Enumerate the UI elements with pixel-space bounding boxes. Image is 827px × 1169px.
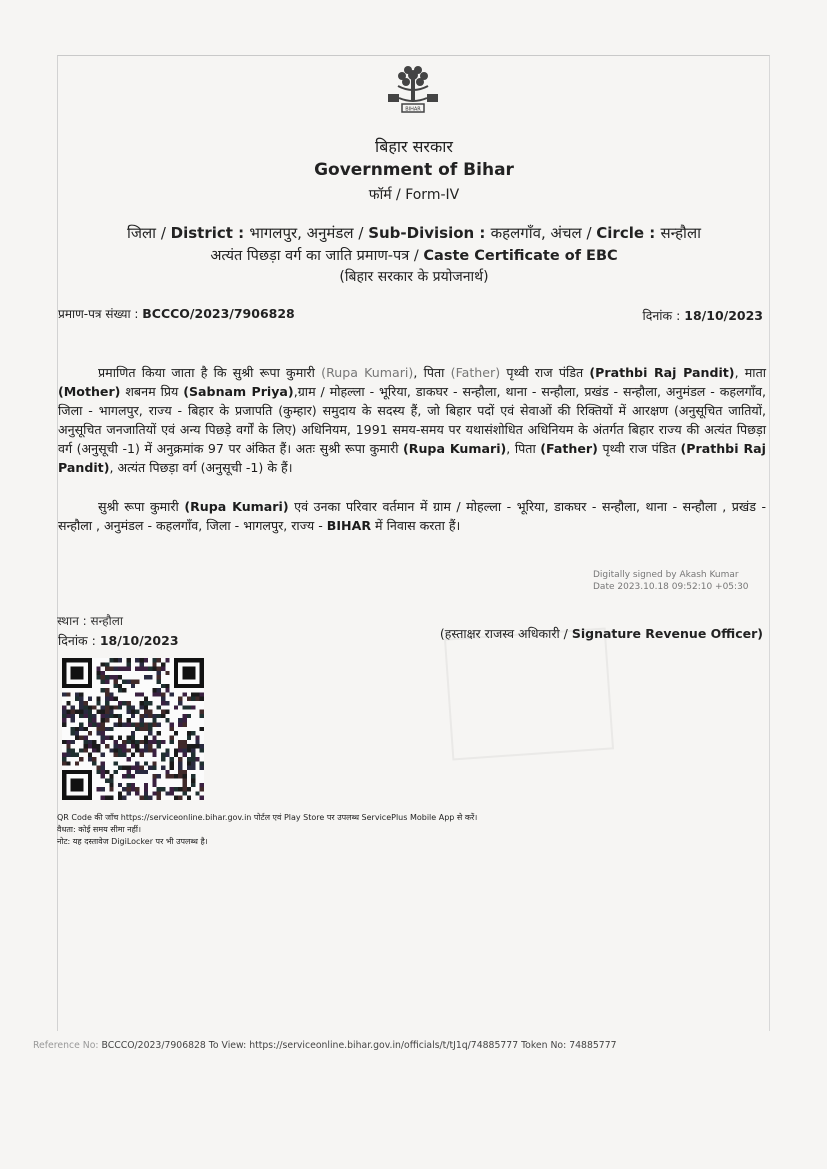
form-label-text: फॉर्म / Form-IV [368, 187, 460, 203]
p1-father-name: (Prathbi Raj Pandit) [58, 441, 766, 475]
issue-place-label: स्थान : [57, 614, 91, 628]
certificate-number-value: BCCCO/2023/7906828 [142, 306, 295, 321]
p1-father-label: (Father) [450, 365, 501, 380]
govt-english-heading: Government of Bihar [314, 160, 514, 180]
signature-caption-hindi: (हस्ताक्षर राजस्व अधिकारी / [439, 626, 572, 641]
subdivision-value: कहलगाँव, अंचल / [490, 224, 597, 242]
digital-signature-signer: Digitally signed by Akash Kumar [593, 570, 739, 580]
bihar-emblem-logo [384, 60, 442, 118]
issue-date-label: दिनांक : [58, 633, 100, 648]
digital-signature-date: Date 2023.10.18 09:52:10 +05:30 [593, 582, 749, 592]
p1-mother-label: (Mother) [58, 384, 121, 399]
footer-reference [33, 1040, 617, 1051]
signature-caption [440, 625, 763, 642]
footer-reference-text: BCCCO/2023/7906828 To View: https://serviceonline.bihar.gov.in/officials/t/tJ1q/74885777 Token No: 74885777 [101, 1040, 617, 1051]
p1-name-en: (Rupa Kumari) [403, 441, 507, 456]
qr-note-digilocker: नोट: यह दस्तावेज DigiLocker पर भी उपलब्ध है। [57, 837, 208, 846]
district-line [60, 223, 768, 243]
certificate-date-label: दिनांक : [642, 308, 685, 323]
p2-state: BIHAR [326, 518, 372, 533]
p1-text: , अत्यंत पिछड़ा वर्ग (अनुसूची -1) के हैं। [109, 460, 293, 475]
qr-note-validity: वैधता: कोई समय सीमा नहीं। [57, 825, 141, 834]
p2-name-en: (Rupa Kumari) [184, 499, 289, 514]
form-label [60, 185, 768, 204]
p1-text: , पिता [506, 441, 541, 456]
p1-text: पृथ्वी राज पंडित [597, 441, 681, 456]
p2-text: एवं उनका परिवार वर्तमान में ग्राम / मोहल्ला - भूरिया, डाकघर - सन्हौला, थाना - सन्हौला , प्रखंड - सन्हौला , अनुमंडल - कहलगाँव, जिला - भागलपुर, राज्य - [58, 499, 766, 533]
p2-text: सुश्री रूपा कुमारी [98, 499, 185, 514]
p1-text: , पिता [413, 365, 451, 380]
p1-text: ,ग्राम / मोहल्ला - भूरिया, डाकघर - सन्हौला, थाना - सन्हौला, प्रखंड - सन्हौला, अनुमंडल - कहलगाँव, जिला - भागलपुर, राज्य - बिहार के प्रजापति (कुम्हार) समुदाय के सदस्य हैं, जो बिहार पदों एवं सेवाओं की रिक्तियों में आरक्षण (अनुसूचित जातियों, अनुसूचित जनजातियों एवं अन्य पिछड़े वर्गों के लिए) अधिनियम, 1991 समय-समय पर यथासंशोधित अधिनियम के अंतर्गत बिहार राज्य की अत्यंत पिछड़ा वर्ग (अनुसूची -1) में अनुक्रमांक 97 पर अंकित हैं। अतः सुश्री रूपा कुमारी [58, 384, 766, 456]
certificate-date [642, 307, 763, 324]
certificate-date-value: 18/10/2023 [684, 308, 763, 323]
subdivision-label: Sub-Division : [368, 224, 491, 242]
govt-hindi-heading: बिहार सरकार [375, 137, 453, 156]
title-english: Caste Certificate of EBC [423, 248, 618, 264]
signature-caption-english: Signature Revenue Officer) [571, 626, 763, 641]
district-value: भागलपुर, अनुमंडल / [249, 224, 369, 242]
p1-name-en: (Rupa Kumari) [321, 365, 414, 380]
title-hindi: अत्यंत पिछड़ा वर्ग का जाति प्रमाण-पत्र / [210, 248, 424, 264]
circle-value: सन्हौला [660, 224, 701, 242]
p1-text: , माता [734, 365, 767, 380]
issue-place [57, 612, 123, 629]
certification-paragraph [58, 363, 766, 477]
certificate-title [60, 245, 768, 265]
p1-mother-name: (Sabnam Priya) [183, 384, 294, 399]
district-label: District : [170, 224, 250, 242]
purpose-line: (बिहार सरकार के प्रयोजनार्थ) [339, 269, 489, 285]
certificate-number [58, 305, 295, 322]
digital-signature-block [593, 569, 749, 593]
p2-text: में निवास करता हैं। [371, 518, 461, 533]
district-hi: जिला / [126, 224, 171, 242]
p1-text: प्रमाणित किया जाता है कि सुश्री रूपा कुमारी [98, 365, 322, 380]
p1-father-label: (Father) [540, 441, 598, 456]
footer-reference-label: Reference No: [33, 1040, 102, 1051]
p1-father-name: (Prathbi Raj Pandit) [589, 365, 735, 380]
faded-stamp-mark [444, 627, 614, 760]
issue-date-value: 18/10/2023 [99, 633, 179, 648]
p1-text: शबनम प्रिय [120, 384, 184, 399]
certificate-number-label: प्रमाण-पत्र संख्या : [58, 307, 143, 321]
qr-note-verify: QR Code की जाँच https://serviceonline.bihar.gov.in पोर्टल एवं Play Store पर उपलब्ध ServicePlus Mobile App से करें। [57, 813, 478, 822]
circle-label: Circle : [596, 224, 661, 242]
residence-paragraph [58, 497, 766, 535]
emblem-text: BIHAR [405, 106, 421, 113]
qr-code[interactable] [62, 658, 204, 800]
issue-place-value: सन्हौला [90, 614, 123, 628]
p1-text: पृथ्वी राज पंडित [500, 365, 590, 380]
issue-date [58, 632, 179, 649]
